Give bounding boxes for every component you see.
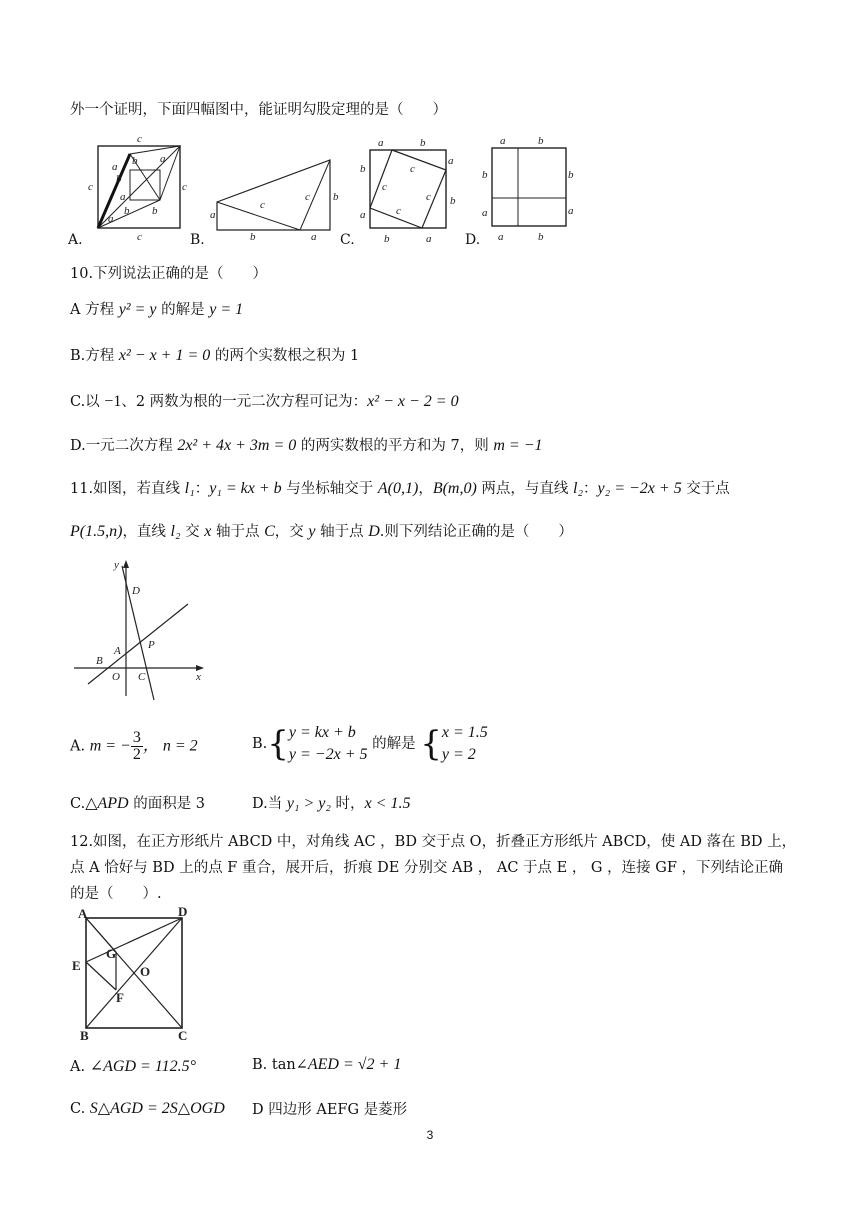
q12-option-d: D 四边形 AEFG 是菱形 bbox=[252, 1102, 408, 1118]
q11-l2: l₂ bbox=[170, 523, 181, 540]
q11-c: C bbox=[264, 523, 275, 540]
svg-text:b: b bbox=[538, 135, 544, 147]
q10-option-d bbox=[70, 434, 543, 455]
q11-d-middle: 时， bbox=[330, 796, 365, 812]
q12-stem-line3: 的是（ ）. bbox=[70, 886, 162, 902]
q11-a-prefix: A. bbox=[70, 738, 90, 755]
q11-point-p: P(1.5,n) bbox=[70, 523, 123, 540]
q11-c-prefix: C. bbox=[70, 796, 86, 812]
q11-b-r1: x = 1.5 bbox=[441, 724, 488, 741]
q11-a-den: 2 bbox=[132, 746, 141, 763]
q11-a-fraction bbox=[131, 730, 143, 763]
q9-option-b-label: B. bbox=[190, 232, 205, 248]
q10-option-c bbox=[70, 390, 459, 411]
q11-text: 11.如图，若直线 bbox=[70, 481, 185, 497]
q9-option-a-label: A. bbox=[68, 232, 83, 248]
svg-text:b: b bbox=[116, 173, 122, 185]
q12-fig-d: D bbox=[178, 904, 188, 919]
q9-figure-b bbox=[205, 150, 339, 243]
q10-b-suffix: 的两个实数根之积为 1 bbox=[210, 348, 360, 364]
q11-y2: y₂ = −2x + 5 bbox=[597, 480, 682, 497]
q9-figure-d bbox=[480, 132, 580, 244]
q11-d-condition: y₁ > y₂ bbox=[286, 795, 331, 812]
q11-b-eq1: y = kx + b bbox=[288, 724, 356, 741]
q10-d-middle: 的两实数根的平方和为 7，则 bbox=[296, 438, 494, 454]
q11-fig-x: x bbox=[196, 671, 201, 683]
q9-option-c-label: C. bbox=[340, 232, 355, 248]
q11-text: 轴于点 bbox=[315, 524, 369, 540]
q10-option-b bbox=[70, 344, 359, 365]
q12-stem-line1: 12.如图，在正方形纸片 ABCD 中，对角线 AC ，BD 交于点 O，折叠正方形纸片 ABCD，使 AD 落在 BD 上， bbox=[70, 834, 797, 850]
q11-b-r2: y = 2 bbox=[441, 746, 476, 763]
q12-fig-b: B bbox=[80, 1028, 89, 1043]
q11-text: 交于点 bbox=[681, 481, 730, 497]
svg-text:b: b bbox=[450, 195, 456, 207]
q11-y1: y₁ = kx + b bbox=[209, 480, 282, 497]
q12-c-equation: S△AGD = 2S△OGD bbox=[89, 1100, 225, 1117]
svg-text:a: a bbox=[160, 153, 166, 165]
svg-text:b: b bbox=[482, 169, 488, 181]
q11-point-a: A(0,1) bbox=[377, 480, 419, 497]
q9-figure-c bbox=[360, 132, 464, 244]
svg-text:c: c bbox=[182, 181, 187, 193]
q12-a-equation: ∠AGD = 112.5° bbox=[89, 1058, 196, 1075]
svg-text:a: a bbox=[108, 213, 114, 225]
q12-b-prefix: B. tan∠ bbox=[252, 1057, 308, 1073]
q10-a-solution: y = 1 bbox=[209, 301, 244, 318]
q11-option-a bbox=[70, 730, 198, 763]
q11-fig-o: O bbox=[112, 671, 120, 683]
svg-text:c: c bbox=[396, 205, 401, 217]
q11-option-d bbox=[252, 792, 410, 813]
q11-d-prefix: D.当 bbox=[252, 796, 287, 812]
q11-text: ： bbox=[194, 481, 210, 497]
q12-option-b bbox=[252, 1056, 401, 1074]
q11-l1: l₁ bbox=[184, 480, 195, 497]
svg-text:a: a bbox=[360, 209, 366, 221]
svg-text:c: c bbox=[305, 191, 310, 203]
svg-text:a: a bbox=[112, 161, 118, 173]
svg-text:b: b bbox=[360, 163, 366, 175]
svg-text:b: b bbox=[152, 205, 158, 217]
q11-text: .则下列结论正确的是（ ） bbox=[379, 524, 573, 540]
svg-text:b: b bbox=[132, 155, 138, 167]
q10-a-prefix: A 方程 bbox=[70, 302, 119, 318]
q12-fig-a: A bbox=[78, 906, 88, 921]
svg-text:c: c bbox=[426, 191, 431, 203]
q11-text: 交 bbox=[180, 524, 205, 540]
q9-option-d-label: D. bbox=[465, 232, 481, 248]
q10-option-a bbox=[70, 298, 243, 319]
svg-text:a: a bbox=[210, 209, 216, 221]
q10-stem: 10.下列说法正确的是（ ） bbox=[70, 266, 268, 282]
q11-fig-d: D bbox=[132, 585, 140, 597]
q11-text: ： bbox=[583, 481, 598, 497]
q11-text: ，交 bbox=[274, 524, 309, 540]
svg-text:a: a bbox=[498, 231, 504, 243]
q10-b-equation: x² − x + 1 = 0 bbox=[118, 347, 211, 364]
q11-text: ， bbox=[418, 481, 433, 497]
q10-c-number: −1 bbox=[104, 393, 122, 410]
q11-b-solution bbox=[442, 722, 488, 766]
q11-b-middle: 的解是 bbox=[367, 736, 421, 752]
q9-stem: 外一个证明，下面四幅图中，能证明勾股定理的是（ ） bbox=[70, 102, 447, 118]
svg-text:a: a bbox=[568, 205, 574, 217]
q11-a-m: m = − bbox=[89, 737, 131, 755]
q11-fig-y: y bbox=[114, 559, 119, 571]
q10-c-middle: 、2 两数为根的一元二次方程可记为： bbox=[121, 394, 368, 410]
svg-text:c: c bbox=[260, 199, 265, 211]
q11-d-result: x < 1.5 bbox=[364, 795, 411, 812]
q12-option-a bbox=[70, 1056, 196, 1076]
q11-b-prefix: B. bbox=[252, 736, 268, 752]
svg-text:c: c bbox=[410, 163, 415, 175]
q11-text: 轴于点 bbox=[211, 524, 265, 540]
svg-text:b: b bbox=[333, 191, 339, 203]
q11-c-text: 的面积是 3 bbox=[128, 796, 206, 812]
q12-c-prefix: C. bbox=[70, 1101, 90, 1117]
q10-c-prefix: C.以 bbox=[70, 394, 105, 410]
q10-b-prefix: B.方程 bbox=[70, 348, 119, 364]
svg-text:a: a bbox=[500, 135, 506, 147]
q10-a-equation: y² = y bbox=[118, 301, 157, 318]
q12-square-figure bbox=[68, 906, 198, 1042]
q11-y: y bbox=[308, 523, 316, 540]
q11-a-n: ， n = 2 bbox=[142, 737, 198, 755]
q12-fig-f: F bbox=[116, 990, 124, 1005]
q10-d-prefix: D.一元二次方程 bbox=[70, 438, 178, 454]
svg-text:a: a bbox=[378, 137, 384, 149]
q12-a-prefix: A. bbox=[70, 1059, 90, 1075]
q12-fig-c: C bbox=[178, 1028, 188, 1043]
q12-fig-o: O bbox=[140, 964, 151, 979]
q12-fig-e: E bbox=[72, 958, 81, 973]
q11-c-triangle: △APD bbox=[85, 795, 129, 812]
q12-stem-line2: 点 A 恰好与 BD 上的点 F 重合，展开后，折痕 DE 分别交 AB ， AC 于点 E ， G ，连接 GF ，下列结论正确 bbox=[70, 860, 783, 876]
svg-text:c: c bbox=[382, 181, 387, 193]
svg-text:b: b bbox=[250, 231, 256, 243]
svg-text:a: a bbox=[120, 191, 126, 203]
q11-fig-c: C bbox=[138, 671, 146, 683]
svg-text:c: c bbox=[137, 133, 142, 145]
page-number: 3 bbox=[426, 1128, 434, 1142]
svg-text:a: a bbox=[482, 207, 488, 219]
q11-l2: l₂ bbox=[573, 480, 584, 497]
q11-option-c bbox=[70, 792, 205, 813]
q12-fig-g: G bbox=[106, 946, 117, 961]
svg-text:c: c bbox=[88, 181, 93, 193]
q11-fig-a: A bbox=[114, 645, 121, 657]
q10-a-middle: 的解是 bbox=[156, 302, 210, 318]
svg-text:a: a bbox=[426, 233, 432, 245]
svg-text:b: b bbox=[538, 231, 544, 243]
q11-stem-line2 bbox=[70, 520, 573, 541]
svg-text:b: b bbox=[420, 137, 426, 149]
q11-text: 与坐标轴交于 bbox=[281, 481, 378, 497]
q11-b-eq2: y = −2x + 5 bbox=[288, 746, 368, 763]
q11-fig-b: B bbox=[96, 655, 103, 667]
svg-text:b: b bbox=[384, 233, 390, 245]
q12-option-c bbox=[70, 1098, 225, 1118]
q9-figure-a bbox=[82, 132, 190, 244]
q11-d: D bbox=[368, 523, 380, 540]
q11-text: ，直线 bbox=[122, 524, 171, 540]
q11-fig-p: P bbox=[148, 639, 155, 651]
svg-text:a: a bbox=[448, 155, 454, 167]
q11-coordinate-figure bbox=[70, 556, 210, 702]
svg-text:b: b bbox=[124, 205, 130, 217]
q11-x: x bbox=[204, 523, 212, 540]
q11-option-b: B.{ y = kx + b y = −2x + 5 的解是 { x = 1.5 y = 2 bbox=[252, 724, 488, 764]
q11-point-b: B(m,0) bbox=[432, 480, 477, 497]
svg-text:b: b bbox=[568, 169, 574, 181]
q10-d-equation: 2x² + 4x + 3m = 0 bbox=[177, 437, 297, 454]
q11-stem-line1 bbox=[70, 477, 730, 498]
q11-a-num: 3 bbox=[132, 729, 141, 746]
svg-text:c: c bbox=[137, 231, 142, 243]
q10-c-equation: x² − x − 2 = 0 bbox=[367, 393, 459, 410]
q12-b-equation: AED = √2 + 1 bbox=[307, 1056, 402, 1073]
q10-d-result: m = −1 bbox=[493, 437, 543, 454]
q11-text: 两点，与直线 bbox=[476, 481, 574, 497]
svg-text:a: a bbox=[311, 231, 317, 243]
q11-b-system bbox=[289, 722, 368, 766]
